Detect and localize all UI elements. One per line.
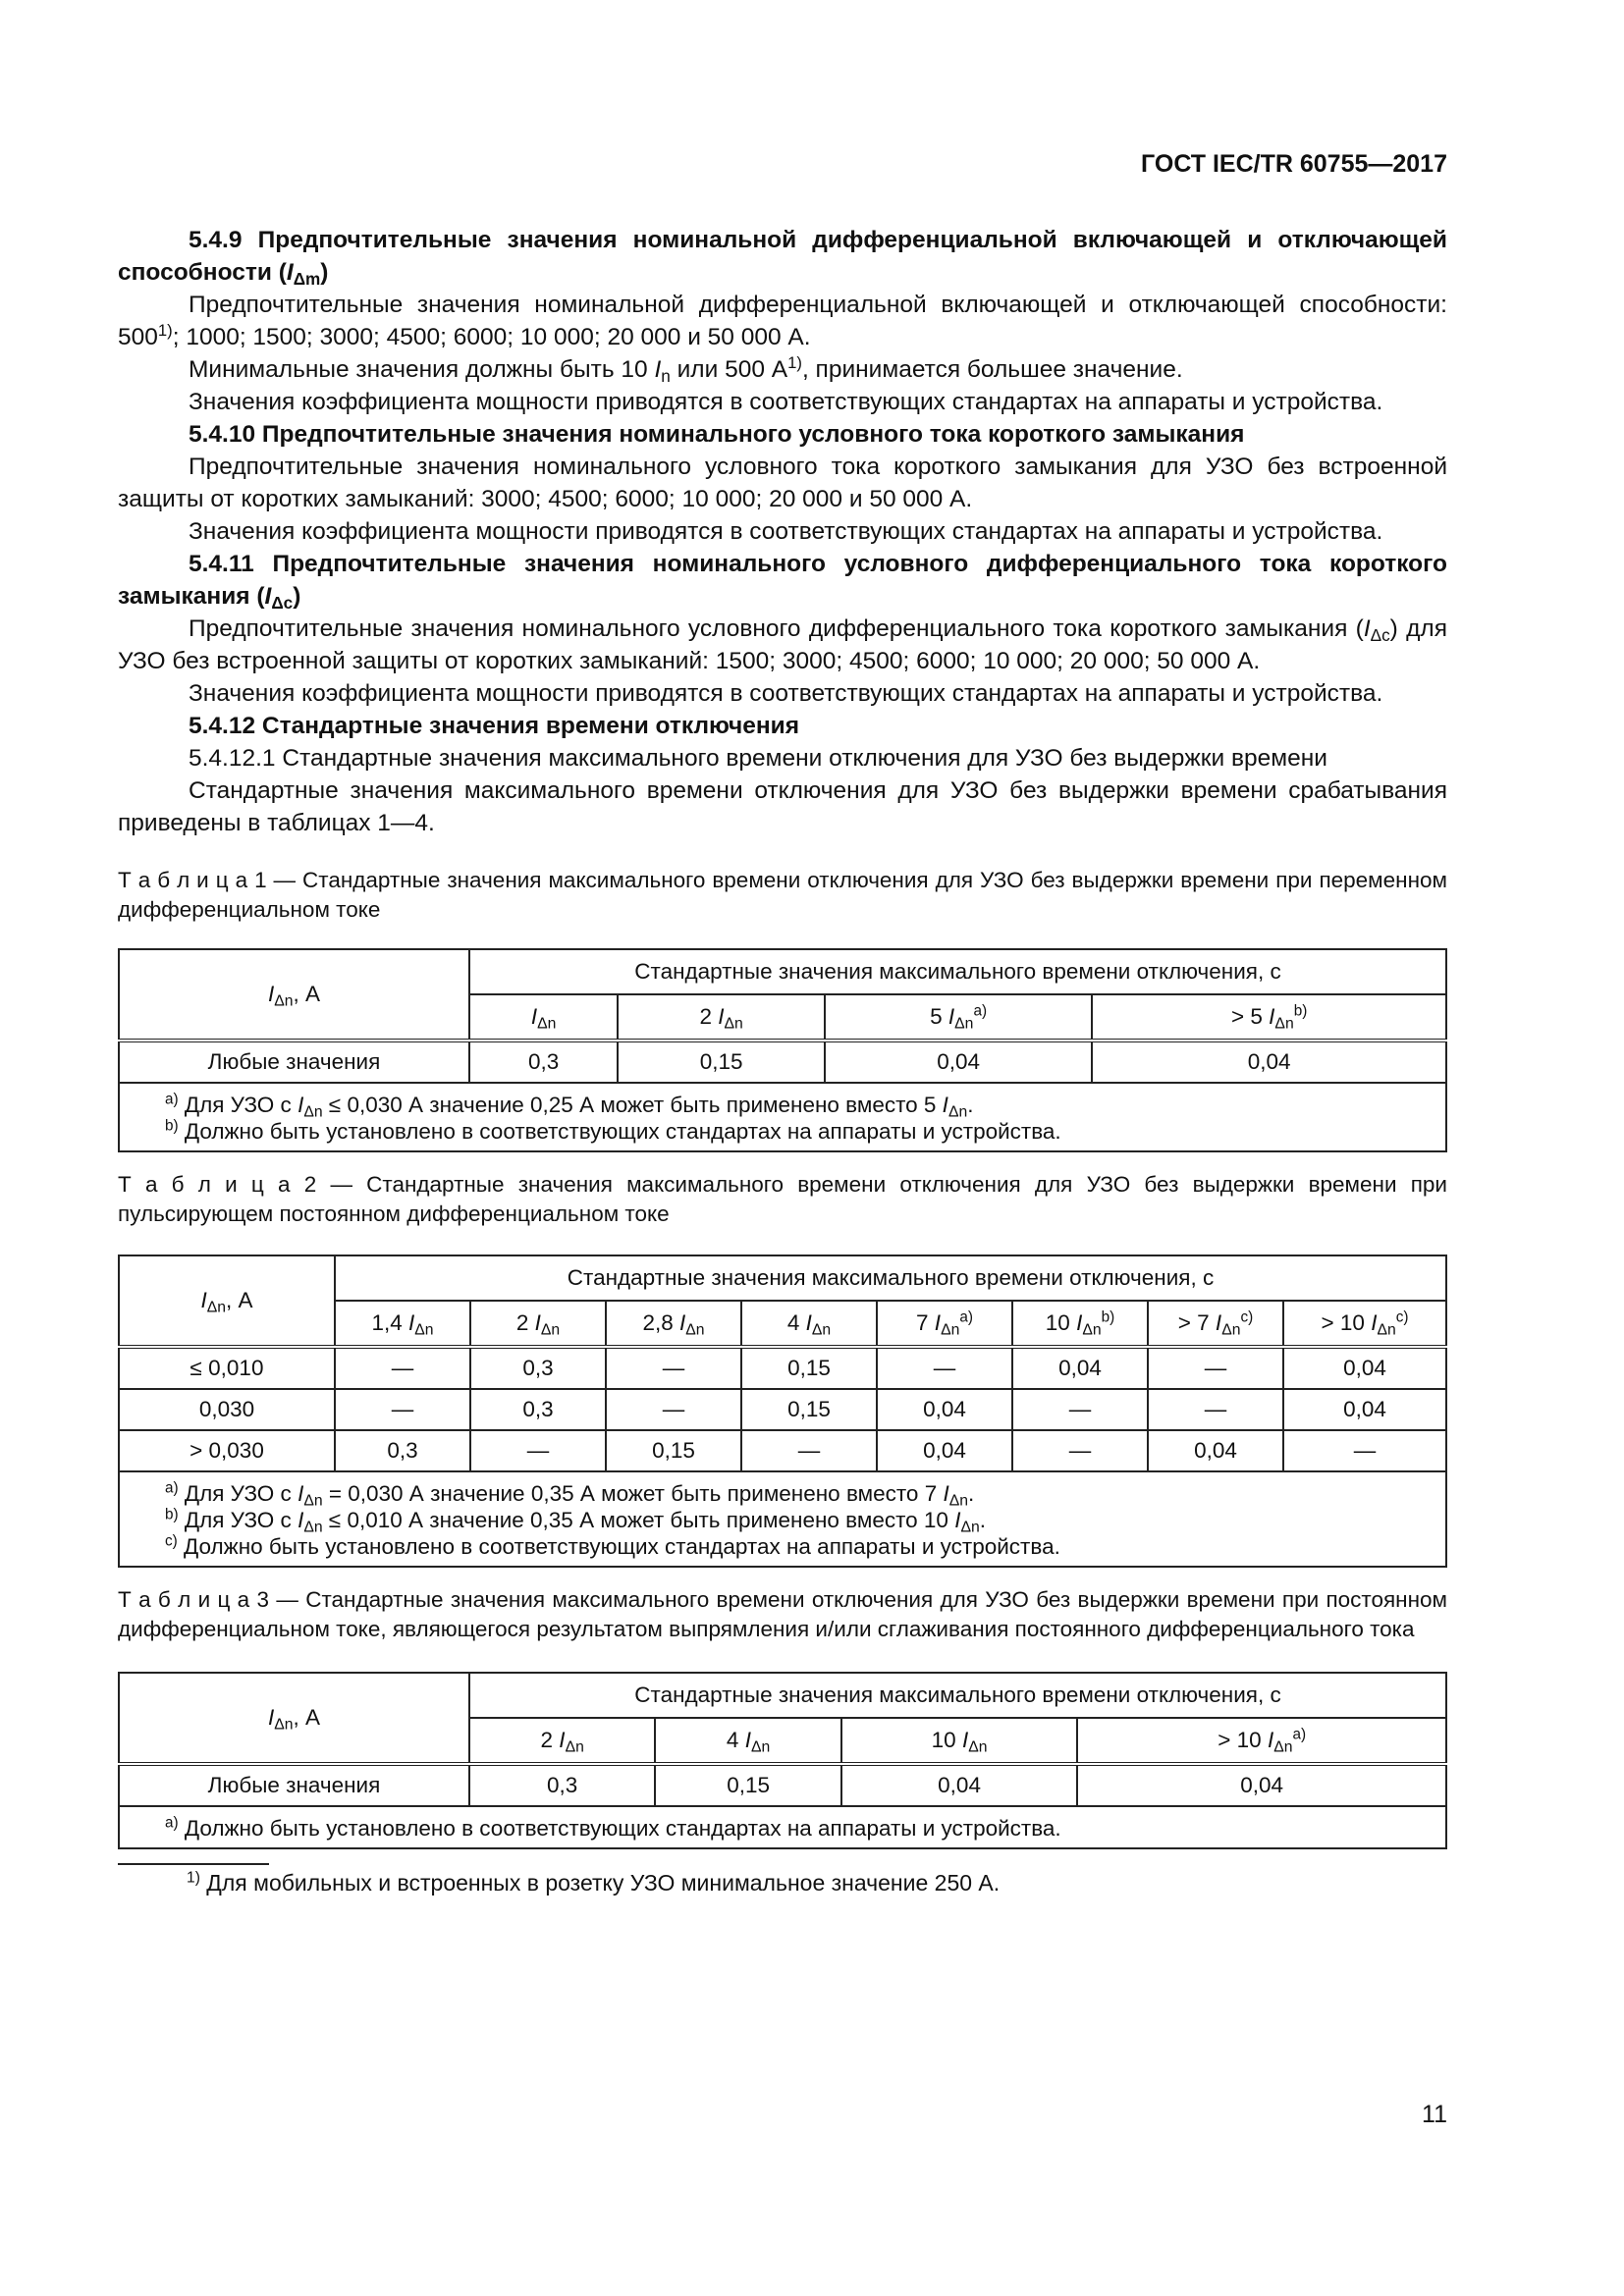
page-number: 11 bbox=[1422, 2101, 1447, 2128]
table-2-note-a: $^{a)}$ Для УЗО с $I_{\Delta n} = 0,030$ А значение 0,35 А может быть применено вместо 7 $I_{\Delta n}$. bbox=[165, 1479, 975, 1510]
section-5-4-10-para-2: Значения коэффициента мощности приводятся в соответствующих стандартах на аппараты и устройства. bbox=[189, 518, 1383, 545]
document-header: ГОСТ IEC/TR 60755—2017 bbox=[1141, 150, 1447, 178]
table-cell: 0,3 bbox=[469, 1764, 655, 1806]
table-row bbox=[119, 1764, 1446, 1806]
table-cell: — bbox=[1012, 1430, 1148, 1471]
table-cell: 0,3 bbox=[335, 1430, 470, 1471]
table-row bbox=[119, 1389, 1446, 1430]
table-2-notes bbox=[119, 1471, 1446, 1567]
table-3-col-header: 4 $I_{\Delta n}$ bbox=[655, 1718, 840, 1764]
table-cell: 0,15 bbox=[618, 1041, 825, 1083]
table-cell: 0,15 bbox=[741, 1347, 877, 1389]
table-1-note-b: $^{b)}$ Должно быть установлено в соответствующих стандартах на аппараты и устройства. bbox=[165, 1117, 1061, 1144]
section-5-4-11-para-2: Значения коэффициента мощности приводятся в соответствующих стандартах на аппараты и устройства. bbox=[189, 680, 1383, 707]
table-cell: 0,04 bbox=[877, 1389, 1012, 1430]
table-cell: 0,15 bbox=[606, 1430, 741, 1471]
table-cell: 0,3 bbox=[470, 1347, 606, 1389]
table-cell: 0,04 bbox=[1077, 1764, 1446, 1806]
table-3 bbox=[118, 1672, 1447, 1849]
table-3-col-header: 10 $I_{\Delta n}$ bbox=[841, 1718, 1078, 1764]
table-cell: — bbox=[1283, 1430, 1446, 1471]
table-cell: — bbox=[877, 1347, 1012, 1389]
table-2-col-header: > 7 $I_{\Delta n}^{c)}$ bbox=[1148, 1301, 1283, 1347]
section-5-4-11-para-1: Предпочтительные значения номинального условного дифференциального тока короткого замыкания $(I_{\Delta c})$ для УЗО без встроенной защиты от коротких замыканий: 1500; 3000; 4500; 6000; 10 000; 20 000; 50 000 А. bbox=[118, 615, 1447, 674]
table-2-col-header: 2,8 $I_{\Delta n}$ bbox=[606, 1301, 741, 1347]
table-2-caption: Т а б л и ц а 2 — Стандартные значения максимального времени отключения для УЗО без выдержки времени при пульсирующем постоянном дифференциальном токе bbox=[118, 1172, 1448, 1226]
table-2-col-header: > 10 $I_{\Delta n}^{c)}$ bbox=[1283, 1301, 1446, 1347]
table-3-row-label: Любые значения bbox=[119, 1764, 469, 1806]
table-cell: 0,04 bbox=[1092, 1041, 1446, 1083]
section-5-4-12-para-2: Стандартные значения максимального времени отключения для УЗО без выдержки времени срабатывания приведены в таблицах 1—4. bbox=[118, 777, 1447, 836]
table-cell: 0,15 bbox=[741, 1389, 877, 1430]
table-cell: 0,15 bbox=[655, 1764, 840, 1806]
table-2-col-header: 7 $I_{\Delta n}^{a)}$ bbox=[877, 1301, 1012, 1347]
table-1-row-header: $I_{\Delta n}$, А bbox=[119, 949, 469, 1041]
table-3-notes bbox=[119, 1806, 1446, 1848]
table-3-col-header: > 10 $I_{\Delta n}^{a)}$ bbox=[1077, 1718, 1446, 1764]
table-row bbox=[119, 1430, 1446, 1471]
table-2-group-header: Стандартные значения максимального времени отключения, с bbox=[335, 1255, 1446, 1301]
table-cell: 0,04 bbox=[841, 1764, 1078, 1806]
table-cell: 0,3 bbox=[469, 1041, 618, 1083]
table-2-row-label: 0,030 bbox=[119, 1389, 335, 1430]
table-1-col-header: > 5 $I_{\Delta n}^{b)}$ bbox=[1092, 994, 1446, 1041]
table-1 bbox=[118, 948, 1447, 1152]
table-3-caption: Т а б л и ц а 3 — Стандартные значения максимального времени отключения для УЗО без выдержки времени при постоянном дифференциальном токе, являющегося результатом выпрямления и/или сглаживания постоянного дифференциального тока bbox=[118, 1587, 1448, 1641]
table-1-col-header: $I_{\Delta n}$ bbox=[469, 994, 618, 1041]
table-cell: — bbox=[335, 1347, 470, 1389]
table-cell: — bbox=[335, 1389, 470, 1430]
table-2 bbox=[118, 1255, 1447, 1568]
table-1-col-header: 5 $I_{\Delta n}^{a)}$ bbox=[825, 994, 1092, 1041]
table-2-row-label: ≤ 0,010 bbox=[119, 1347, 335, 1389]
table-cell: — bbox=[1148, 1389, 1283, 1430]
table-cell: 0,04 bbox=[825, 1041, 1092, 1083]
table-1-col-header: 2 $I_{\Delta n}$ bbox=[618, 994, 825, 1041]
table-cell: 0,04 bbox=[1283, 1389, 1446, 1430]
table-2-note-b: $^{b)}$ Для УЗО с $I_{\Delta n} \le 0,010$ А значение 0,35 А может быть применено вместо 10 $I_{\Delta n}$. bbox=[165, 1506, 986, 1536]
table-cell: 0,04 bbox=[1148, 1430, 1283, 1471]
page-content bbox=[118, 224, 1447, 1898]
section-5-4-10-title: 5.4.10 Предпочтительные значения номинального условного тока короткого замыкания bbox=[189, 421, 1245, 448]
table-1-row-label: Любые значения bbox=[119, 1041, 469, 1083]
section-5-4-12-title: 5.4.12 Стандартные значения времени отключения bbox=[189, 713, 800, 739]
section-5-4-12-para-1: 5.4.12.1 Стандартные значения максимального времени отключения для УЗО без выдержки времени bbox=[189, 745, 1327, 772]
table-1-caption: Т а б л и ц а 1 — Стандартные значения максимального времени отключения для УЗО без выдержки времени при переменном дифференциальном токе bbox=[118, 868, 1447, 922]
footnote-divider bbox=[118, 1863, 269, 1865]
table-cell: 0,04 bbox=[1012, 1347, 1148, 1389]
table-3-note-a: $^{a)}$ Должно быть установлено в соответствующих стандартах на аппараты и устройства. bbox=[165, 1814, 1061, 1841]
table-2-col-header: 4 $I_{\Delta n}$ bbox=[741, 1301, 877, 1347]
table-cell: — bbox=[741, 1430, 877, 1471]
table-2-col-header: 1,4 $I_{\Delta n}$ bbox=[335, 1301, 470, 1347]
table-cell: — bbox=[606, 1347, 741, 1389]
table-3-group-header: Стандартные значения максимального времени отключения, с bbox=[469, 1673, 1446, 1718]
table-cell: 0,3 bbox=[470, 1389, 606, 1430]
table-cell: — bbox=[470, 1430, 606, 1471]
table-row bbox=[119, 1347, 1446, 1389]
section-5-4-11-title: 5.4.11 Предпочтительные значения номинального условного дифференциального тока короткого замыкания $(I_{\Delta c})$ bbox=[118, 551, 1447, 614]
table-2-note-c: $^{c)}$ Должно быть установлено в соответствующих стандартах на аппараты и устройства. bbox=[165, 1532, 1060, 1559]
section-5-4-9-title: 5.4.9 Предпочтительные значения номинальной дифференциальной включающей и отключающей способности $(I_{\Delta m})$ bbox=[118, 227, 1447, 290]
table-row bbox=[119, 1041, 1446, 1083]
section-5-4-9-para-2: Минимальные значения должны быть 10 $I_n$ или 500 $А^{1)}$, принимается большее значение. bbox=[189, 352, 1183, 387]
table-1-notes bbox=[119, 1083, 1446, 1151]
table-2-row-header: $I_{\Delta n}$, А bbox=[119, 1255, 335, 1347]
table-2-col-header: 10 $I_{\Delta n}^{b)}$ bbox=[1012, 1301, 1148, 1347]
footnote: $^{1)}$ Для мобильных и встроенных в розетку УЗО минимальное значение 250 А. bbox=[187, 1869, 1001, 1896]
table-3-row-header: $I_{\Delta n}$, А bbox=[119, 1673, 469, 1764]
table-1-group-header: Стандартные значения максимального времени отключения, с bbox=[469, 949, 1446, 994]
table-2-row-label: > 0,030 bbox=[119, 1430, 335, 1471]
section-5-4-9-para-3: Значения коэффициента мощности приводятся в соответствующих стандартах на аппараты и устройства. bbox=[189, 389, 1383, 415]
table-cell: 0,04 bbox=[1283, 1347, 1446, 1389]
table-cell: — bbox=[606, 1389, 741, 1430]
section-5-4-10-para-1: Предпочтительные значения номинального условного тока короткого замыкания для УЗО без встроенной защиты от коротких замыканий: 3000; 4500; 6000; 10 000; 20 000 и 50 000 А. bbox=[118, 454, 1447, 512]
table-3-col-header: 2 $I_{\Delta n}$ bbox=[469, 1718, 655, 1764]
table-1-note-a: $^{a)}$ Для УЗО с $I_{\Delta n} \le 0,030$ А значение 0,25 А может быть применено вместо 5 $I_{\Delta n}$. bbox=[165, 1091, 974, 1121]
section-5-4-9-para-1: Предпочтительные значения номинальной дифференциальной включающей и отключающей способности: 500$^{1)}$; 1000; 1500; 3000; 4500; 6000; 10 000; 20 000 и 50 000 А. bbox=[118, 292, 1447, 350]
table-cell: — bbox=[1012, 1389, 1148, 1430]
table-2-col-header: 2 $I_{\Delta n}$ bbox=[470, 1301, 606, 1347]
table-cell: 0,04 bbox=[877, 1430, 1012, 1471]
table-cell: — bbox=[1148, 1347, 1283, 1389]
